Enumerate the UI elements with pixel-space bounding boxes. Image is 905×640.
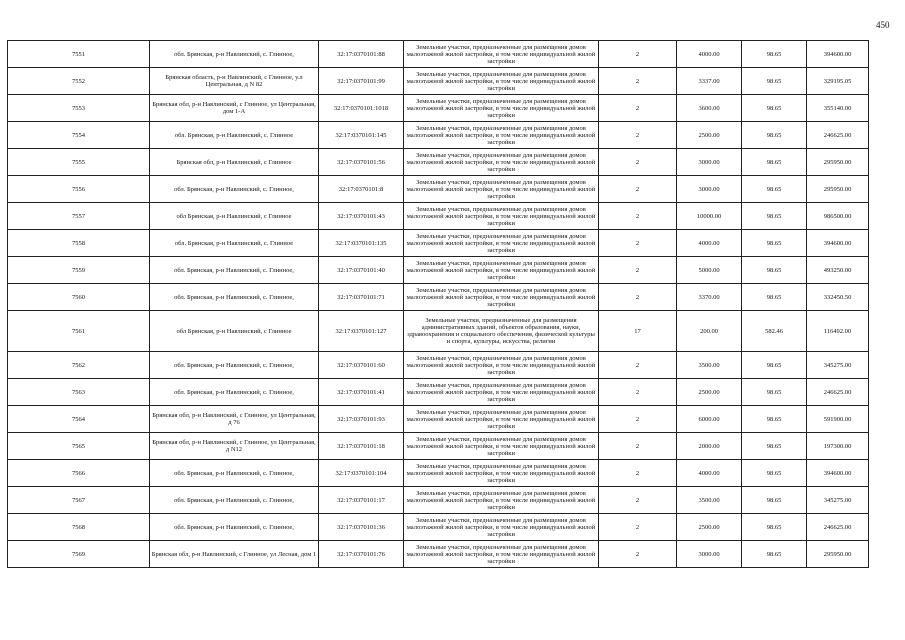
address-cell: Брянская обл, р-н Навлинский, с Глинное — [150, 149, 319, 176]
row-number-cell: 7556 — [8, 176, 150, 203]
land-use-cell: Земельные участки, предназначенные для размещения домов малоэтажной жилой застройки, в том числе индивидуальной жилой застройки — [404, 176, 599, 203]
land-use-cell: Земельные участки, предназначенные для размещения домов малоэтажной жилой застройки, в том числе индивидуальной жилой застройки — [404, 352, 599, 379]
land-use-cell: Земельные участки, предназначенные для размещения домов малоэтажной жилой застройки, в том числе индивидуальной жилой застройки — [404, 433, 599, 460]
cadastral-number-cell: 32:17:0370101:104 — [319, 460, 404, 487]
land-use-cell: Земельные участки, предназначенные для размещения домов малоэтажной жилой застройки, в том числе индивидуальной жилой застройки — [404, 149, 599, 176]
address-cell: Брянская область, р-н Навлинский, с Глинное, у.л Центральная, д N 82 — [150, 68, 319, 95]
land-use-cell: Земельные участки, предназначенные для размещения домов малоэтажной жилой застройки, в том числе индивидуальной жилой застройки — [404, 406, 599, 433]
specific-value-cell: 98.65 — [742, 95, 807, 122]
specific-value-cell: 98.65 — [742, 487, 807, 514]
cadastral-number-cell: 32:17:0370101:71 — [319, 284, 404, 311]
table-row — [8, 203, 869, 230]
address-cell: обл Брянская, р-н Навлинский, с Глинное — [150, 203, 319, 230]
specific-value-cell: 98.65 — [742, 149, 807, 176]
row-number-cell: 7553 — [8, 95, 150, 122]
table-row — [8, 95, 869, 122]
table-row — [8, 311, 869, 352]
address-cell: обл Брянская, р-н Навлинский, с Глинное — [150, 311, 319, 352]
area-cell: 200.00 — [677, 311, 742, 352]
group-cell: 17 — [599, 311, 677, 352]
area-cell: 3600.00 — [677, 95, 742, 122]
row-number-cell: 7561 — [8, 311, 150, 352]
group-cell: 2 — [599, 406, 677, 433]
cadastral-number-cell: 32:17:0370101:56 — [319, 149, 404, 176]
area-cell: 3000.00 — [677, 541, 742, 568]
group-cell: 2 — [599, 257, 677, 284]
land-use-cell: Земельные участки, предназначенные для размещения домов малоэтажной жилой застройки, в том числе индивидуальной жилой застройки — [404, 487, 599, 514]
table-row — [8, 541, 869, 568]
specific-value-cell: 98.65 — [742, 460, 807, 487]
group-cell: 2 — [599, 433, 677, 460]
address-cell: Брянская обл, р-н Навлинский, с Глинное, ул Центральная, д 76 — [150, 406, 319, 433]
area-cell: 2500.00 — [677, 379, 742, 406]
area-cell: 10000.00 — [677, 203, 742, 230]
cadastral-number-cell: 32:17:0370101:1018 — [319, 95, 404, 122]
cadastral-value-cell: 345275.00 — [807, 487, 869, 514]
row-number-cell: 7562 — [8, 352, 150, 379]
area-cell: 3370.00 — [677, 284, 742, 311]
row-number-cell: 7558 — [8, 230, 150, 257]
area-cell: 3000.00 — [677, 149, 742, 176]
group-cell: 2 — [599, 176, 677, 203]
table-row — [8, 487, 869, 514]
row-number-cell: 7564 — [8, 406, 150, 433]
table-row — [8, 230, 869, 257]
row-number-cell: 7567 — [8, 487, 150, 514]
table-row — [8, 257, 869, 284]
group-cell: 2 — [599, 230, 677, 257]
cadastral-number-cell: 32:17:0370101:145 — [319, 122, 404, 149]
table-row — [8, 379, 869, 406]
area-cell: 3500.00 — [677, 487, 742, 514]
specific-value-cell: 98.65 — [742, 122, 807, 149]
row-number-cell: 7560 — [8, 284, 150, 311]
area-cell: 2500.00 — [677, 122, 742, 149]
area-cell: 4000.00 — [677, 41, 742, 68]
area-cell: 6000.00 — [677, 406, 742, 433]
cadastral-number-cell: 32:17:0370101:18 — [319, 433, 404, 460]
address-cell: обл. Брянская, р-н Навлинский, с. Глинное, — [150, 379, 319, 406]
table-row — [8, 460, 869, 487]
address-cell: обл. Брянская, р-н Навлинский, с. Глинное, — [150, 41, 319, 68]
group-cell: 2 — [599, 122, 677, 149]
group-cell: 2 — [599, 487, 677, 514]
address-cell: обл. Брянская, р-н Навлинский, с. Глинное, — [150, 352, 319, 379]
row-number-cell: 7559 — [8, 257, 150, 284]
group-cell: 2 — [599, 460, 677, 487]
row-number-cell: 7568 — [8, 514, 150, 541]
area-cell: 3500.00 — [677, 352, 742, 379]
specific-value-cell: 98.65 — [742, 541, 807, 568]
land-use-cell: Земельные участки, предназначенные для размещения домов малоэтажной жилой застройки, в том числе индивидуальной жилой застройки — [404, 68, 599, 95]
group-cell: 2 — [599, 203, 677, 230]
cadastral-number-cell: 32:17:0370101:17 — [319, 487, 404, 514]
land-use-cell: Земельные участки, предназначенные для размещения домов малоэтажной жилой застройки, в том числе индивидуальной жилой застройки — [404, 460, 599, 487]
cadastral-value-cell: 591900.00 — [807, 406, 869, 433]
cadastral-value-cell: 394600.00 — [807, 230, 869, 257]
cadastral-number-cell: 32:17:0370101:43 — [319, 203, 404, 230]
cadastral-value-cell: 986500.00 — [807, 203, 869, 230]
address-cell: обл. Брянская, р-н Навлинский, с. Глинное, — [150, 460, 319, 487]
cadastral-number-cell: 32:17:0370101:8 — [319, 176, 404, 203]
cadastral-number-cell: 32:17:0370101:99 — [319, 68, 404, 95]
table-body — [8, 41, 869, 568]
table-row — [8, 284, 869, 311]
group-cell: 2 — [599, 541, 677, 568]
specific-value-cell: 98.65 — [742, 257, 807, 284]
address-cell: обл. Брянская, р-н Навлинский, с. Глинное, — [150, 487, 319, 514]
cadastral-number-cell: 32:17:0370101:60 — [319, 352, 404, 379]
row-number-cell: 7554 — [8, 122, 150, 149]
cadastral-value-cell: 246625.00 — [807, 514, 869, 541]
land-use-cell: Земельные участки, предназначенные для размещения домов малоэтажной жилой застройки, в том числе индивидуальной жилой застройки — [404, 122, 599, 149]
area-cell: 2500.00 — [677, 514, 742, 541]
cadastral-value-cell: 246625.00 — [807, 122, 869, 149]
cadastral-number-cell: 32:17:0370101:41 — [319, 379, 404, 406]
table-row — [8, 406, 869, 433]
land-use-cell: Земельные участки, предназначенные для размещения домов малоэтажной жилой застройки, в том числе индивидуальной жилой застройки — [404, 41, 599, 68]
cadastral-value-cell: 116492.00 — [807, 311, 869, 352]
specific-value-cell: 98.65 — [742, 514, 807, 541]
land-use-cell: Земельные участки, предназначенные для размещения домов малоэтажной жилой застройки, в том числе индивидуальной жилой застройки — [404, 284, 599, 311]
cadastral-number-cell: 32:17:0370101:76 — [319, 541, 404, 568]
specific-value-cell: 98.65 — [742, 203, 807, 230]
address-cell: обл. Брянская, р-н Навлинский, с. Глинное, — [150, 176, 319, 203]
cadastral-value-cell: 246625.00 — [807, 379, 869, 406]
address-cell: обл. Брянская, р-н Навлинский, с. Глинное, — [150, 284, 319, 311]
cadastral-value-cell: 197300.00 — [807, 433, 869, 460]
specific-value-cell: 98.65 — [742, 433, 807, 460]
group-cell: 2 — [599, 95, 677, 122]
specific-value-cell: 98.65 — [742, 352, 807, 379]
group-cell: 2 — [599, 284, 677, 311]
specific-value-cell: 98.65 — [742, 230, 807, 257]
land-use-cell: Земельные участки, предназначенные для размещения административных зданий, объектов образования, науки, здравоохранения и социального обеспечения, физической культуры и спорта, культуры, искусства, религии — [404, 311, 599, 352]
area-cell: 4000.00 — [677, 460, 742, 487]
cadastral-value-cell: 345275.00 — [807, 352, 869, 379]
cadastral-value-cell: 355140.00 — [807, 95, 869, 122]
cadastral-value-cell: 394600.00 — [807, 41, 869, 68]
table-row — [8, 68, 869, 95]
area-cell: 3000.00 — [677, 176, 742, 203]
row-number-cell: 7565 — [8, 433, 150, 460]
cadastral-number-cell: 32:17:0370101:127 — [319, 311, 404, 352]
cadastral-value-cell: 295950.00 — [807, 176, 869, 203]
row-number-cell: 7551 — [8, 41, 150, 68]
group-cell: 2 — [599, 379, 677, 406]
specific-value-cell: 98.65 — [742, 379, 807, 406]
address-cell: обл. Брянская, р-н Навлинский, с. Глинное, — [150, 257, 319, 284]
land-use-cell: Земельные участки, предназначенные для размещения домов малоэтажной жилой застройки, в том числе индивидуальной жилой застройки — [404, 203, 599, 230]
address-cell: обл. Брянская, р-н Навлинский, с. Глинное — [150, 230, 319, 257]
cadastral-number-cell: 32:17:0370101:88 — [319, 41, 404, 68]
group-cell: 2 — [599, 149, 677, 176]
table-row — [8, 149, 869, 176]
row-number-cell: 7563 — [8, 379, 150, 406]
specific-value-cell: 98.65 — [742, 176, 807, 203]
cadastral-number-cell: 32:17:0370101:135 — [319, 230, 404, 257]
area-cell: 5000.00 — [677, 257, 742, 284]
group-cell: 2 — [599, 514, 677, 541]
row-number-cell: 7555 — [8, 149, 150, 176]
specific-value-cell: 98.65 — [742, 406, 807, 433]
cadastral-number-cell: 32:17:0370101:93 — [319, 406, 404, 433]
group-cell: 2 — [599, 68, 677, 95]
group-cell: 2 — [599, 41, 677, 68]
table-row — [8, 41, 869, 68]
table-row — [8, 122, 869, 149]
area-cell: 3337.00 — [677, 68, 742, 95]
table-row — [8, 433, 869, 460]
area-cell: 2000.00 — [677, 433, 742, 460]
cadastral-value-cell: 332450.50 — [807, 284, 869, 311]
row-number-cell: 7552 — [8, 68, 150, 95]
cadastral-value-cell: 295950.00 — [807, 541, 869, 568]
specific-value-cell: 582.46 — [742, 311, 807, 352]
row-number-cell: 7569 — [8, 541, 150, 568]
address-cell: Брянская обл, р-н Навлинский, с Глинное, ул Центральная, дом 1-А — [150, 95, 319, 122]
table-row — [8, 352, 869, 379]
specific-value-cell: 98.65 — [742, 68, 807, 95]
page-number: 450 — [876, 20, 890, 30]
cadastral-value-cell: 394600.00 — [807, 460, 869, 487]
land-use-cell: Земельные участки, предназначенные для размещения домов малоэтажной жилой застройки, в том числе индивидуальной жилой застройки — [404, 514, 599, 541]
cadastral-number-cell: 32:17:0370101:40 — [319, 257, 404, 284]
cadastral-value-cell: 295950.00 — [807, 149, 869, 176]
land-use-cell: Земельные участки, предназначенные для размещения домов малоэтажной жилой застройки, в том числе индивидуальной жилой застройки — [404, 257, 599, 284]
area-cell: 4000.00 — [677, 230, 742, 257]
specific-value-cell: 98.65 — [742, 41, 807, 68]
address-cell: Брянская обл, р-н Навлинский, с Глинное, ул Центральная, д N12 — [150, 433, 319, 460]
land-use-cell: Земельные участки, предназначенные для размещения домов малоэтажной жилой застройки, в том числе индивидуальной жилой застройки — [404, 541, 599, 568]
land-use-cell: Земельные участки, предназначенные для размещения домов малоэтажной жилой застройки, в том числе индивидуальной жилой застройки — [404, 230, 599, 257]
cadastral-value-cell: 493250.00 — [807, 257, 869, 284]
table-row — [8, 176, 869, 203]
table-row — [8, 514, 869, 541]
cadastral-value-cell: 329195.05 — [807, 68, 869, 95]
row-number-cell: 7566 — [8, 460, 150, 487]
address-cell: обл. Брянская, р-н Навлинский, с. Глинное, — [150, 514, 319, 541]
specific-value-cell: 98.65 — [742, 284, 807, 311]
cadastral-number-cell: 32:17:0370101:36 — [319, 514, 404, 541]
address-cell: обл. Брянская, р-н Навлинский, с. Глинное — [150, 122, 319, 149]
land-use-cell: Земельные участки, предназначенные для размещения домов малоэтажной жилой застройки, в том числе индивидуальной жилой застройки — [404, 379, 599, 406]
address-cell: Брянская обл, р-н Навлинский, с Глинное, ул Лесная, дом 1 — [150, 541, 319, 568]
group-cell: 2 — [599, 352, 677, 379]
cadastral-value-table — [7, 40, 869, 568]
row-number-cell: 7557 — [8, 203, 150, 230]
land-use-cell: Земельные участки, предназначенные для размещения домов малоэтажной жилой застройки, в том числе индивидуальной жилой застройки — [404, 95, 599, 122]
